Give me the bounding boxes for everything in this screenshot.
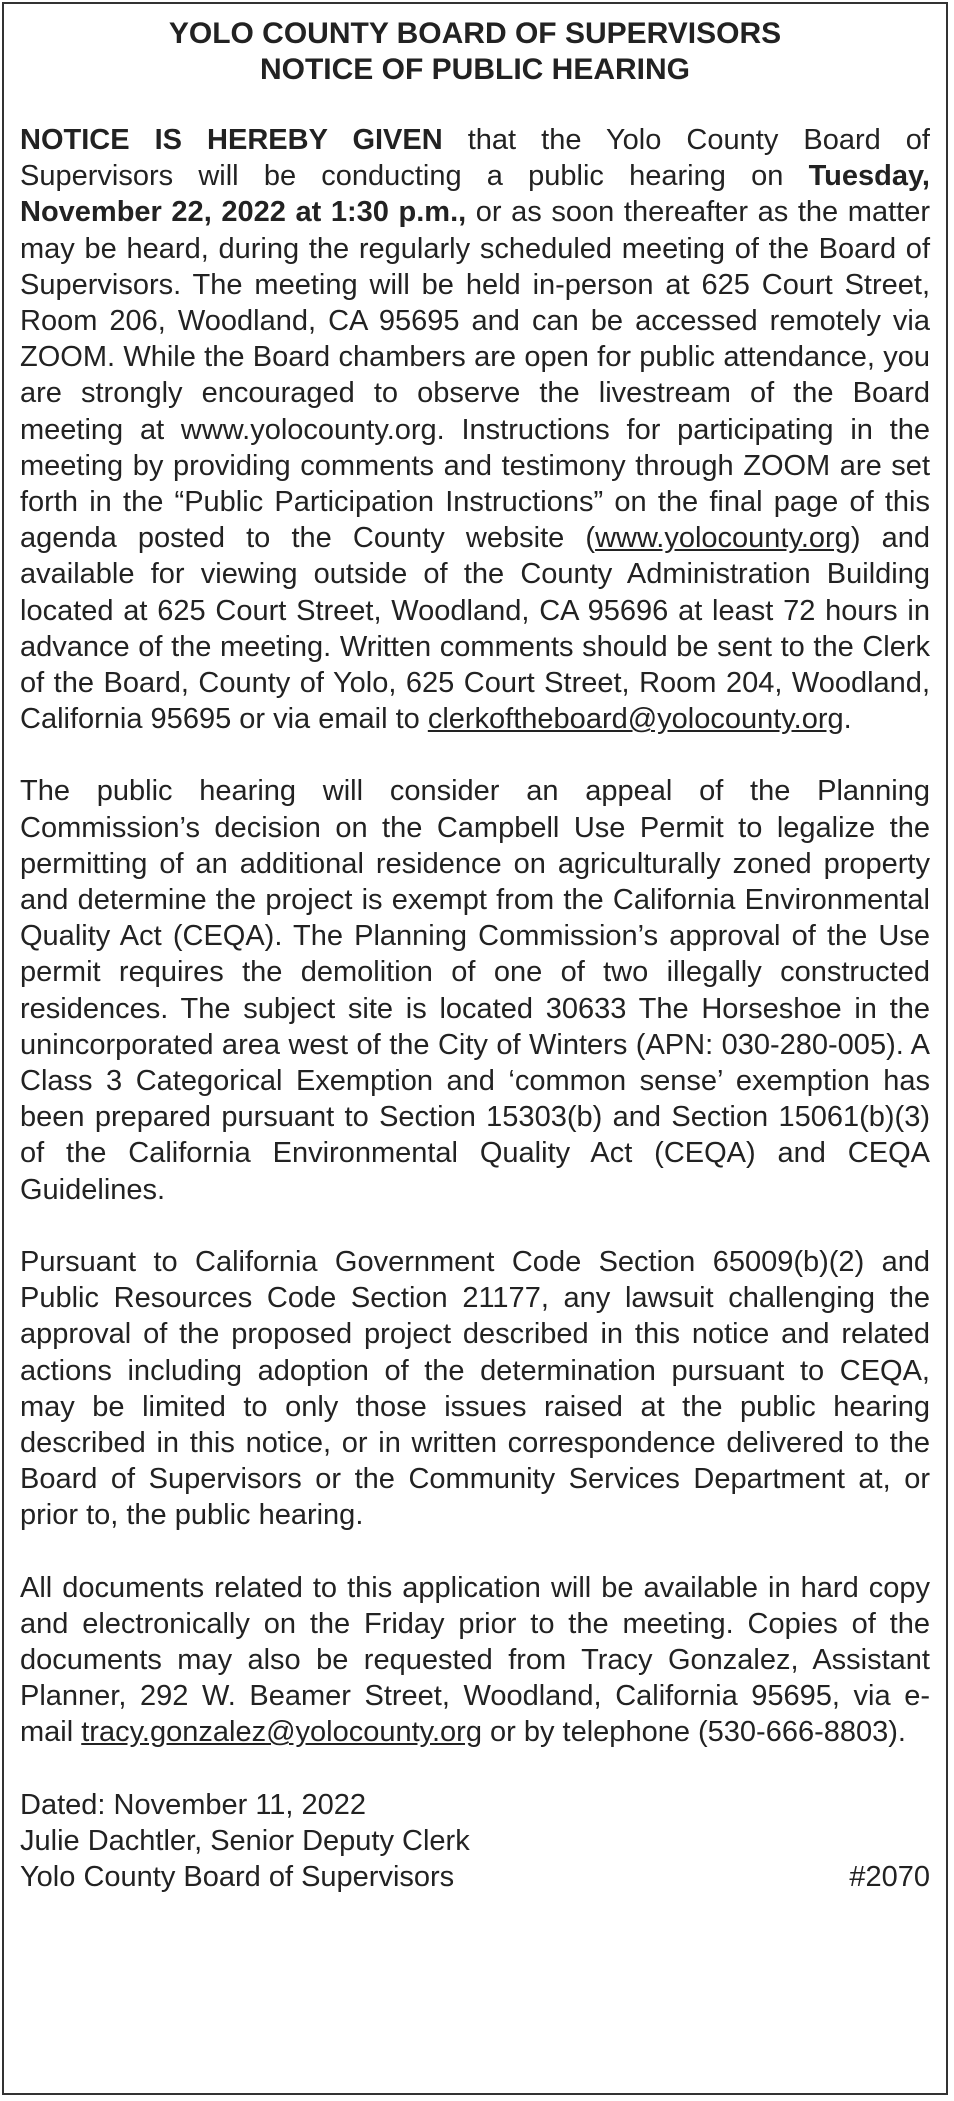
paragraph-hearing-notice: [20, 122, 930, 737]
org-row: [20, 1859, 930, 1895]
planner-email-link[interactable]: tracy.gonzalez@yolocounty.org: [81, 1716, 482, 1749]
signature-block: [20, 1787, 930, 1896]
clerk-email-link[interactable]: clerkoftheboard@yolocounty.org: [427, 703, 844, 736]
paragraph-text: .: [843, 703, 852, 736]
paragraph-appeal-description: The public hearing will consider an appeal of the Planning Commission’s decision on the Campbell Use Permit to legalize the permitting of an additional residence on agriculturally zoned property and determine the project is exempt from the California Environmental Quality Act (CEQA). The Planning Commission’s approval of the Use permit requires the demolition of one of two illegally constructed residences. The subject site is located 30633 The Horseshoe in the unincorporated area west of the City of Winters (APN: 030-280-005). A Class 3 Categorical Exemption and ‘common sense’ exemption has been prepared pursuant to Section 15303(b) and Section 15061(b)(3) of the California Environmental Quality Act (CEQA) and CEQA Guidelines.: [20, 775, 930, 1206]
notice-frame: [2, 2, 948, 2095]
signer-line: Julie Dachtler, Senior Deputy Clerk: [20, 1824, 470, 1857]
paragraph-text: All documents related to this application will be available in hard copy and electronically on the Friday prior to the meeting. Copies of the documents may also be requested from Tracy Gonzalez, Assistant Planner, 292 W. Beamer Street, Woodland, California 95695, via e-mail: [20, 1571, 930, 1749]
hearing-date-time: Tuesday, November 22, 2022 at 1:30 p.m.,: [20, 160, 930, 229]
county-website-link[interactable]: www.yolocounty.org: [595, 522, 851, 555]
heading-line-2: NOTICE OF PUBLIC HEARING: [259, 53, 690, 86]
paragraph-text: or as soon thereafter as the matter may be heard, during the regularly scheduled meeting of the Board of Supervisors. The meeting will be held in-person at 625 Court Street, Room 206, Woodland, CA 95695 and can be accessed remotely via ZOOM. While the Board chambers are open for public attendance, you are strongly encouraged to observe the livestream of the Board meeting at www.yolocounty.org. Instructions for participating in the meeting by providing comments and testimony through ZOOM are set forth in the “Public Participation Instructions” on the final page of this agenda posted to the County website (: [20, 196, 930, 555]
paragraph-text: or by telephone (530-666-8803).: [481, 1716, 906, 1749]
notice-body: [20, 122, 930, 1895]
notice-lead: NOTICE IS HEREBY GIVEN: [20, 124, 443, 156]
paragraph-text: ) and available for viewing outside of the County Administration Building located at 625 Court Street, Woodland, CA 95696 at least 72 hours in advance of the meeting. Written comments should be sent to the Clerk of the Board, County of Yolo, 625 Court Street, Room 204, Woodland, California 95695 or via email to: [20, 522, 930, 736]
notice-heading: [4, 16, 946, 88]
paragraph-legal-notice: Pursuant to California Government Code Section 65009(b)(2) and Public Resources Code Section 21177, any lawsuit challenging the approval of the proposed project described in this notice and related actions including adoption of the determination pursuant to CEQA, may be limited to only those issues raised at the public hearing described in this notice, or in written correspondence delivered to the Board of Supervisors or the Community Services Department at, or prior to, the public hearing.: [20, 1245, 930, 1532]
paragraph-text: that the Yolo County Board of Supervisors will be conducting a public hearing on: [20, 124, 930, 193]
notice-number: #2070: [849, 1860, 930, 1893]
org-name: Yolo County Board of Supervisors: [20, 1860, 455, 1893]
dated-line: Dated: November 11, 2022: [20, 1788, 367, 1821]
paragraph-documents: [20, 1570, 930, 1751]
heading-line-1: YOLO COUNTY BOARD OF SUPERVISORS: [168, 17, 782, 50]
